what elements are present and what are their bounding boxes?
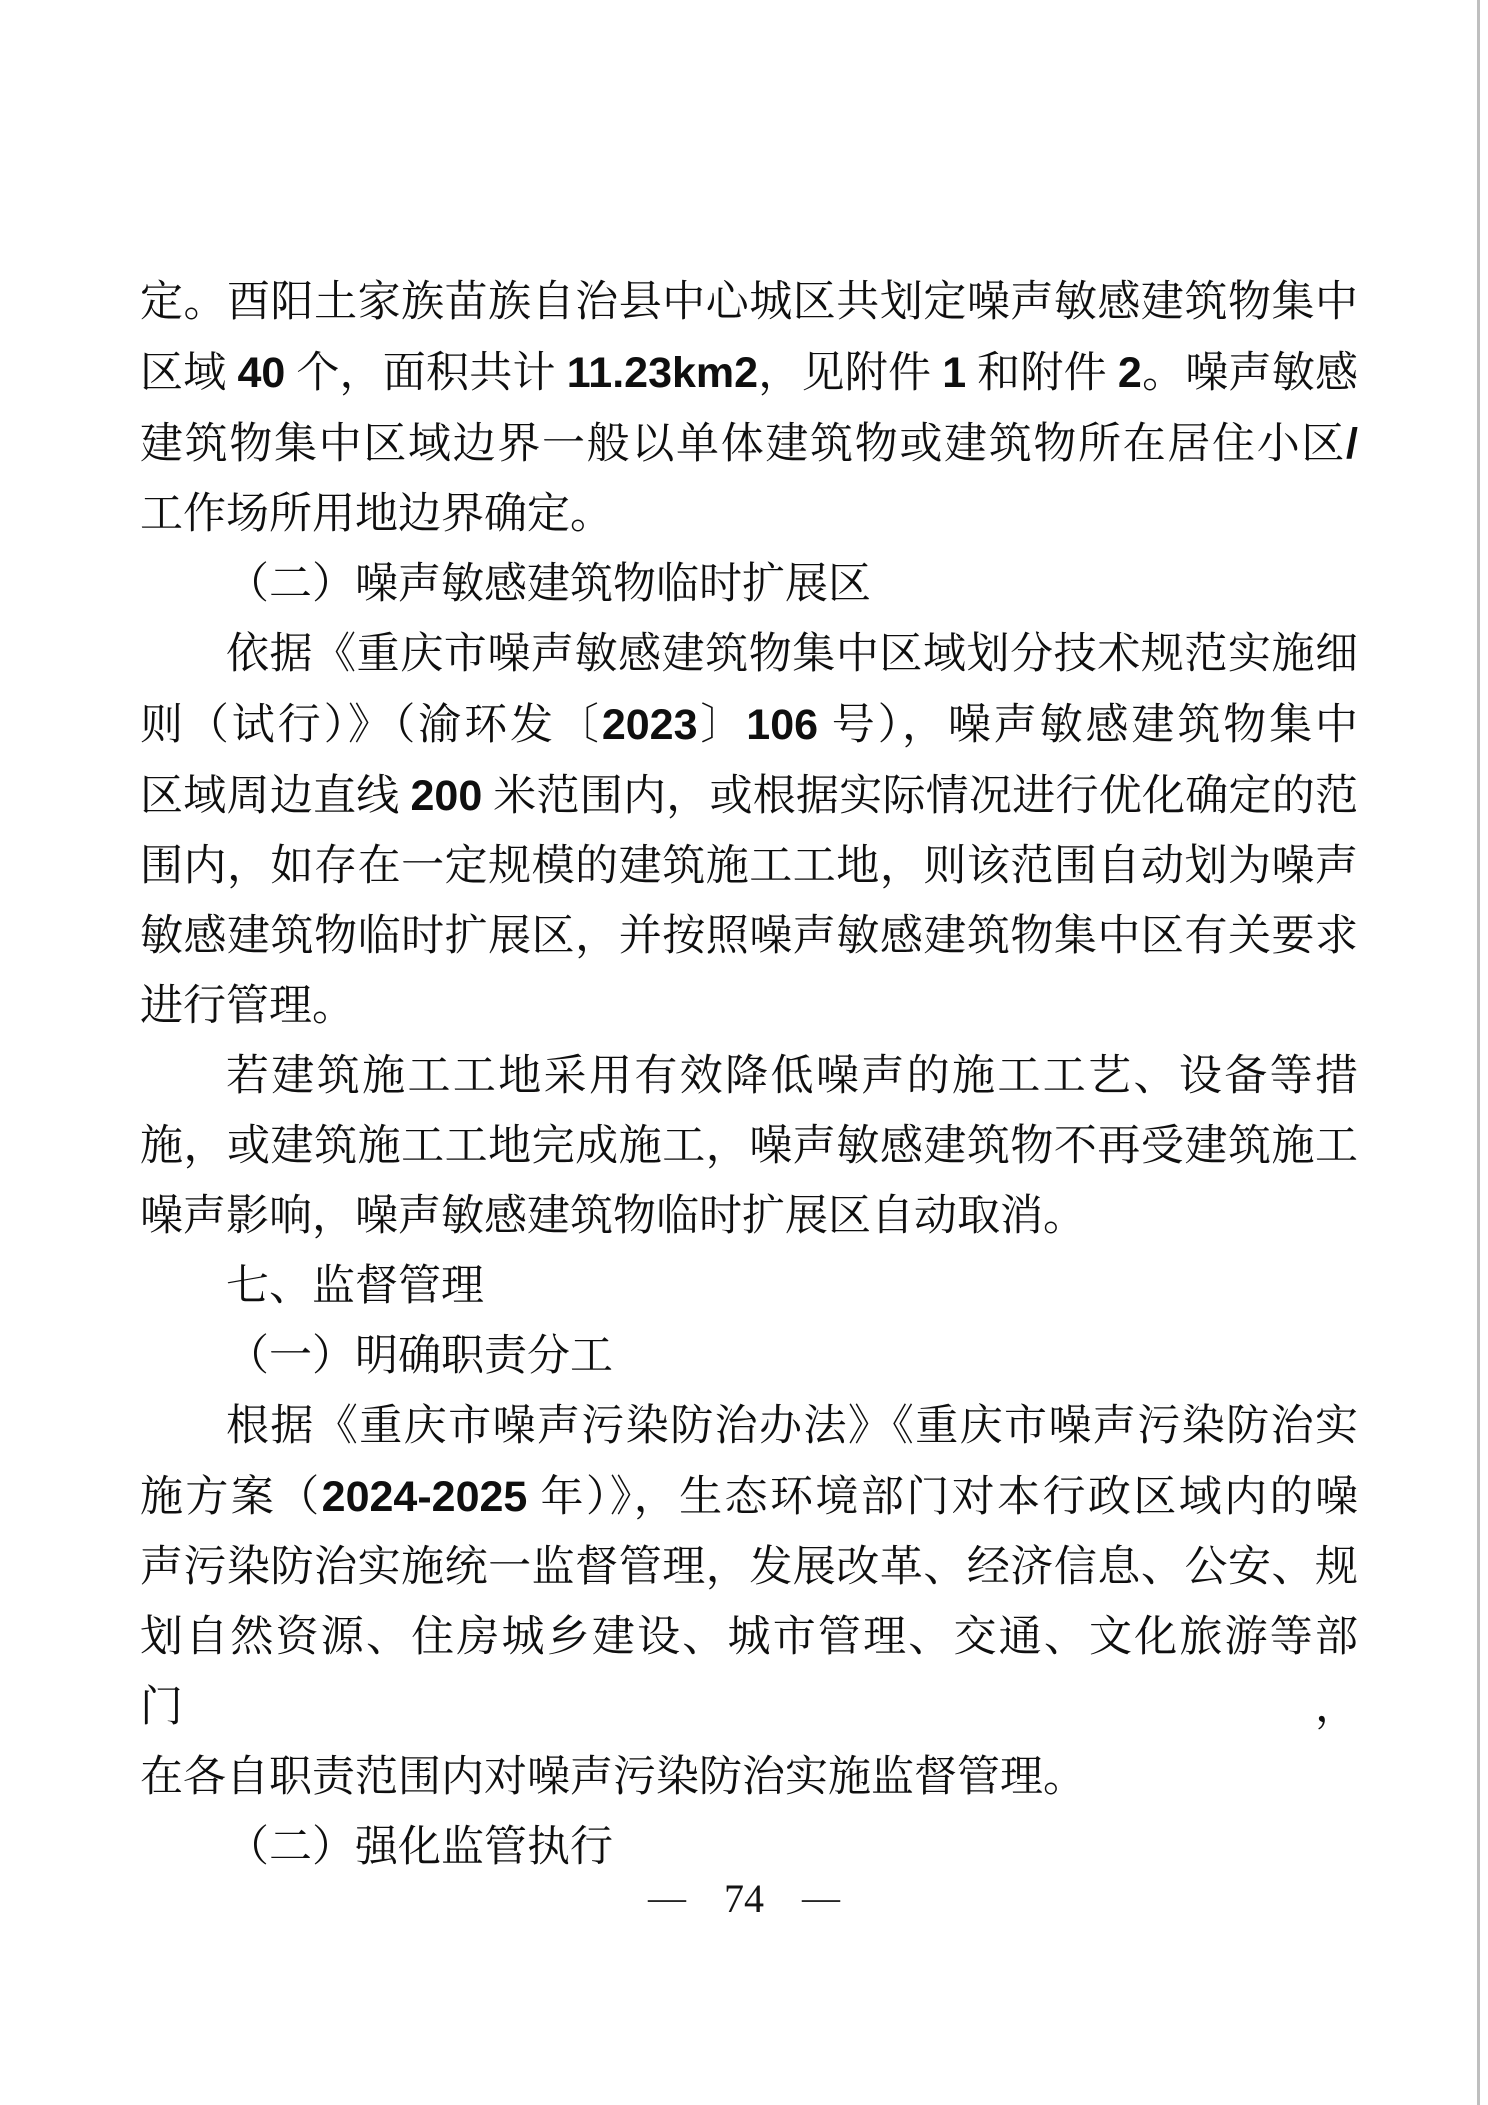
paragraph bbox=[140, 620, 1358, 1042]
text-line: 七、监督管理 bbox=[226, 1263, 484, 1310]
text-line: 建筑物集中区域边界一般以单体建筑物或建筑物所在居住小区/ bbox=[140, 420, 1358, 468]
paragraph bbox=[140, 1322, 1358, 1392]
text-line: 敏感建筑物临时扩展区，并按照噪声敏感建筑物集中区有关要求 bbox=[140, 913, 1358, 960]
text-line: 区域 40 个，面积共计 11.23km2，见附件 1 和附件 2。噪声敏感 bbox=[140, 349, 1359, 397]
text-line: 区域周边直线 200 米范围内，或根据实际情况进行优化确定的范 bbox=[140, 772, 1358, 820]
paragraph bbox=[140, 1252, 1358, 1322]
page-number: 74 bbox=[724, 1875, 764, 1921]
document-body bbox=[140, 268, 1358, 1883]
text-line: 围内，如存在一定规模的建筑施工工地，则该范围自动划为噪声 bbox=[140, 843, 1358, 890]
text-line: 工作场所用地边界确定。 bbox=[140, 491, 613, 538]
text-line: 进行管理。 bbox=[140, 983, 355, 1030]
footer-dash-left: — bbox=[648, 1877, 686, 1919]
text-line: （二）噪声敏感建筑物临时扩展区 bbox=[226, 561, 871, 608]
paragraph bbox=[140, 550, 1358, 620]
text-line: 依据《重庆市噪声敏感建筑物集中区域划分技术规范实施细 bbox=[226, 631, 1358, 678]
text-line: 在各自职责范围内对噪声污染防治实施监督管理。 bbox=[140, 1754, 1086, 1801]
scan-edge-line bbox=[1477, 0, 1480, 2105]
text-line: 施，或建筑施工工地完成施工，噪声敏感建筑物不再受建筑施工 bbox=[140, 1123, 1358, 1170]
text-line: 根据《重庆市噪声污染防治办法》《重庆市噪声污染防治实 bbox=[226, 1403, 1358, 1450]
footer-dash-right: — bbox=[802, 1877, 840, 1919]
text-line: 则（试行）》（渝环发〔2023〕106 号），噪声敏感建筑物集中 bbox=[140, 701, 1359, 749]
paragraph bbox=[140, 1392, 1358, 1813]
page-footer bbox=[0, 1866, 1488, 1930]
paragraph bbox=[140, 1042, 1358, 1252]
text-line: 噪声影响，噪声敏感建筑物临时扩展区自动取消。 bbox=[140, 1193, 1086, 1240]
text-line: 若建筑施工工地采用有效降低噪声的施工工艺、设备等措 bbox=[226, 1053, 1358, 1100]
text-line: 施方案（2024-2025 年）》，生态环境部门对本行政区域内的噪 bbox=[140, 1473, 1359, 1521]
text-line: 划自然资源、住房城乡建设、城市管理、交通、文化旅游等部门， bbox=[140, 1614, 1358, 1731]
paragraph bbox=[140, 268, 1358, 550]
text-line: （二）强化监管执行 bbox=[226, 1824, 613, 1871]
text-line: 定。酉阳土家族苗族自治县中心城区共划定噪声敏感建筑物集中 bbox=[140, 279, 1358, 326]
text-line: （一）明确职责分工 bbox=[226, 1333, 613, 1380]
text-line: 声污染防治实施统一监督管理，发展改革、经济信息、公安、规 bbox=[140, 1544, 1358, 1591]
